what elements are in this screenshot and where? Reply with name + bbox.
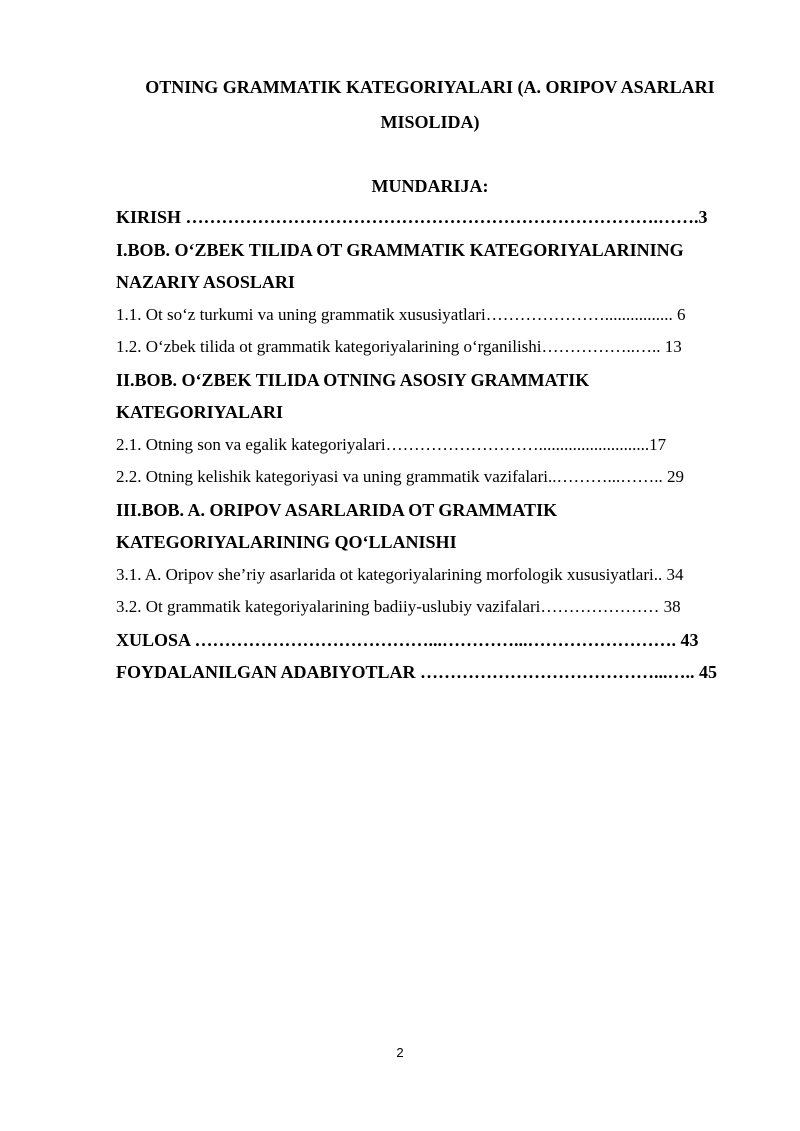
toc-entry: XULOSA …………………………………...…………...……………………. 43 — [116, 629, 699, 650]
toc-entry: KATEGORIYALARI — [116, 402, 284, 422]
toc-entry: 1.1. Ot so‘z turkumi va uning grammatik xususiyatlari…………………................ 6 — [116, 304, 686, 324]
toc-entry: III.BOB. A. ORIPOV ASARLARIDA OT GRAMMATIK — [116, 499, 558, 520]
toc-entry: 2.1. Otning son va egalik kategoriyalari………………………..........................17 — [116, 434, 667, 454]
toc-entry: 1.2. O‘zbek tilida ot grammatik kategoriyalarining o‘rganilishi……………..….. 13 — [116, 337, 682, 356]
toc-entry: KATEGORIYALARINING QO‘LLANISHI — [116, 532, 457, 552]
table-of-contents — [116, 201, 743, 689]
toc-entry: 3.1. A. Oripov she’riy asarlarida ot kategoriyalarining morfologik xususiyatlari.. 34 — [116, 564, 684, 584]
toc-entry: I.BOB. O‘ZBEK TILIDA OT GRAMMATIK KATEGORIYALARINING — [116, 239, 684, 260]
toc-entry: KIRISH …………………………………………………………………….…….3 — [116, 207, 708, 227]
toc-entry: 3.2. Ot grammatik kategoriyalarining badiiy-uslubiy vazifalari………………… 38 — [116, 597, 681, 616]
toc-entry: 2.2. Otning kelishik kategoriyasi va uning grammatik vazifalari..………...…….. 29 — [116, 467, 684, 486]
document-title: OTNING GRAMMATIK KATEGORIYALARI (A. ORIPOV ASARLARI MISOLIDA) — [145, 77, 715, 132]
toc-entry: II.BOB. O‘ZBEK TILIDA OTNING ASOSIY GRAMMATIK — [116, 369, 590, 390]
page-number: 2 — [396, 1045, 404, 1060]
toc-entry: FOYDALANILGAN ADABIYOTLAR …………………………………...….. 45 — [116, 662, 718, 682]
toc-heading: MUNDARIJA: — [371, 176, 489, 196]
toc-entry: NAZARIY ASOSLARI — [116, 272, 295, 292]
